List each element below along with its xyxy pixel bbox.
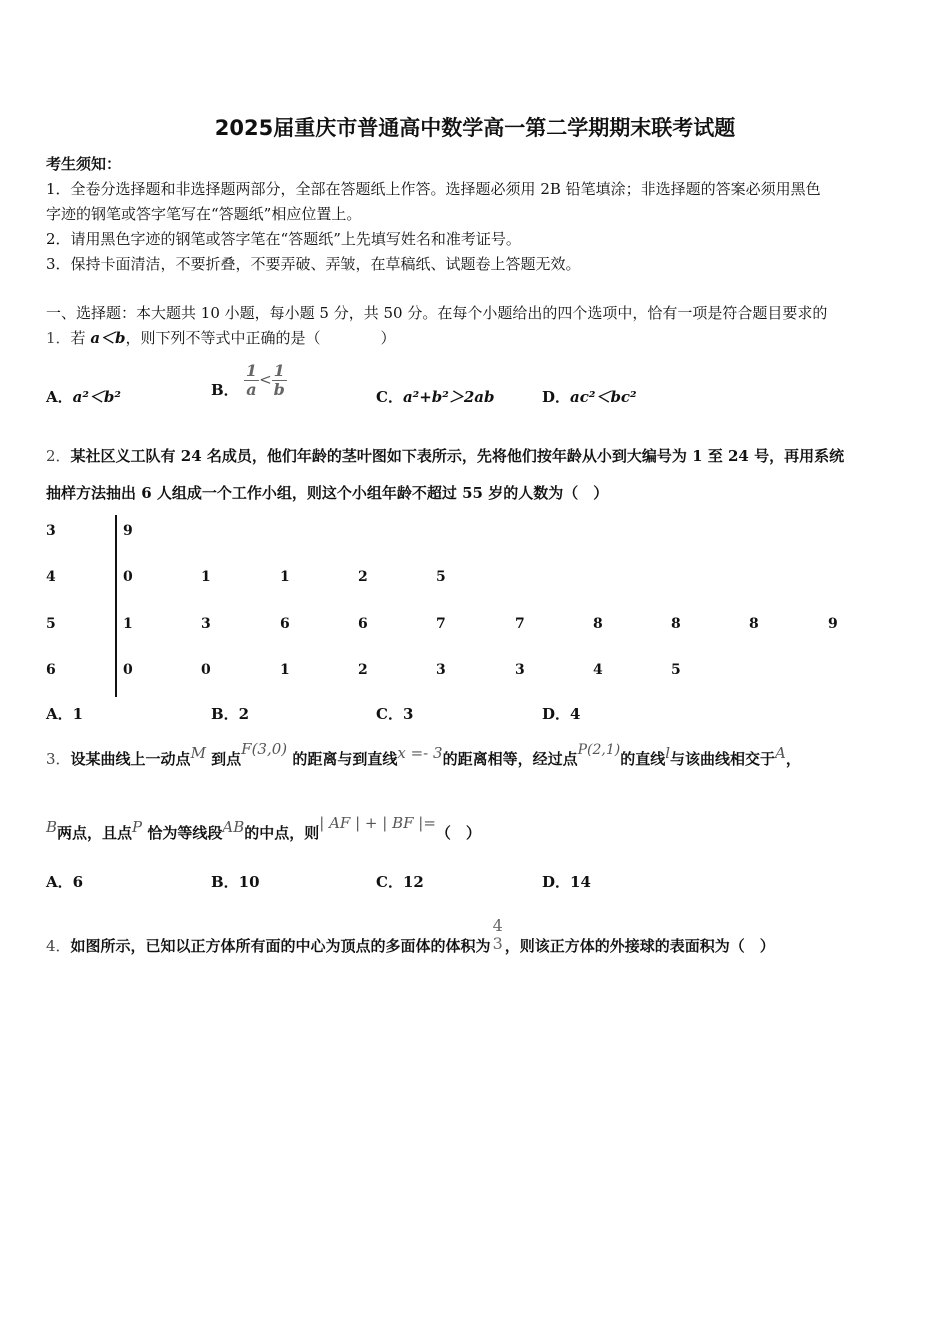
q3-text: ， xyxy=(785,750,801,768)
stem-value: 5 xyxy=(46,616,56,632)
leaf-value: 1 xyxy=(280,569,290,585)
question-2-line-2: 抽样方法抽出 6 人组成一个工作小组，则这个小组年龄不超过 55 岁的人数为（ ） xyxy=(46,484,609,502)
leaf-value: 8 xyxy=(593,616,603,632)
math-a: A xyxy=(775,744,786,762)
leaf-value: 3 xyxy=(201,616,211,632)
q3-option-b[interactable]: B．10 xyxy=(211,873,260,891)
question-number: 4． xyxy=(46,937,71,955)
q3-text: 的直线 xyxy=(620,750,666,768)
q3-text: （ ） xyxy=(435,824,481,842)
question-4 xyxy=(46,904,775,955)
q3-text: 的距离相等，经过点 xyxy=(442,750,578,768)
leaf-value: 0 xyxy=(123,662,133,678)
question-number: 1． xyxy=(46,329,71,347)
q2-option-d[interactable]: D．4 xyxy=(542,705,581,723)
leaf-value: 1 xyxy=(201,569,211,585)
q2-option-c[interactable]: C．3 xyxy=(376,705,414,723)
stem-leaf-divider xyxy=(115,515,117,697)
q3-text: 到点 xyxy=(211,750,242,768)
leaf-value: 5 xyxy=(671,662,681,678)
q2-text-1: 某社区义工队有 24 名成员，他们年龄的茎叶图如下表所示，先将他们按年龄从小到大编号为 1 至 24 号，再用系统 xyxy=(70,447,845,465)
leaf-value: 7 xyxy=(515,616,525,632)
math-line-l: l xyxy=(665,744,671,762)
q1-pre: 若 xyxy=(70,329,91,347)
stem-value: 4 xyxy=(46,569,56,585)
q4-text: ，则该正方体的外接球的表面积为（ ） xyxy=(504,937,775,955)
question-number: 2． xyxy=(46,447,71,465)
notice-line-2: 2．请用黑色字迹的钢笔或答字笔在“答题纸”上先填写姓名和准考证号。 xyxy=(46,230,521,248)
leaf-value: 7 xyxy=(436,616,446,632)
leaf-value: 2 xyxy=(358,569,368,585)
notice-heading: 考生须知： xyxy=(46,155,122,173)
q1-option-d[interactable] xyxy=(542,386,637,407)
question-number: 3． xyxy=(46,750,71,768)
q2-option-b[interactable]: B．2 xyxy=(211,705,250,723)
notice-line-3: 3．保持卡面清洁，不要折叠，不要弄破、弄皱，在草稿纸、试题卷上答题无效。 xyxy=(46,255,581,273)
q3-option-c[interactable]: C．12 xyxy=(376,873,424,891)
q3-text: 设某曲线上一动点 xyxy=(70,750,191,768)
option-label: C． xyxy=(376,388,403,406)
notice-line-1b: 字迹的钢笔或答字笔写在“答题纸”相应位置上。 xyxy=(46,205,362,223)
q1-option-b[interactable] xyxy=(211,362,287,399)
leaf-value: 4 xyxy=(593,662,603,678)
leaf-value: 3 xyxy=(515,662,525,678)
stem-value: 3 xyxy=(46,523,56,539)
leaf-value: 9 xyxy=(828,616,838,632)
math-m: M xyxy=(190,744,206,762)
page-title: 2025届重庆市普通高中数学高一第二学期期末联考试题 xyxy=(214,116,736,140)
question-3-line-1 xyxy=(46,740,801,769)
q2-option-a[interactable]: A．1 xyxy=(46,705,84,723)
q1-option-a[interactable] xyxy=(46,386,121,407)
option-text: a²＜b² xyxy=(72,388,121,406)
leaf-value: 1 xyxy=(123,616,133,632)
stem-value: 6 xyxy=(46,662,56,678)
fraction-4-over-3: 4 3 xyxy=(492,916,503,953)
math-b: B xyxy=(46,818,58,836)
notice-line-1a: 1．全卷分选择题和非选择题两部分，全部在答题纸上作答。选择题必须用 2B 铅笔填涂；非选择题的答案必须用黑色 xyxy=(46,180,821,198)
fraction-1-over-a: $\frac{1}{a}$ xyxy=(245,361,258,399)
option-label: D． xyxy=(542,388,571,406)
question-1 xyxy=(46,327,396,348)
option-label: B． xyxy=(211,380,239,399)
option-text: ac²＜bc² xyxy=(570,388,637,406)
q1-condition: a＜b xyxy=(90,329,126,347)
question-2-line-1 xyxy=(46,445,844,466)
leaf-value: 0 xyxy=(123,569,133,585)
math-ab: AB xyxy=(222,818,245,836)
question-3-line-2 xyxy=(46,814,481,843)
leaf-value: 6 xyxy=(280,616,290,632)
option-label: A． xyxy=(46,388,73,406)
leaf-value: 6 xyxy=(358,616,368,632)
option-text: a²+b²＞2ab xyxy=(402,388,495,406)
q3-text: 的距离与到直线 xyxy=(292,750,398,768)
fraction-1-over-b: $\frac{1}{b}$ xyxy=(273,361,285,399)
q3-option-d[interactable]: D．14 xyxy=(542,873,591,891)
q3-option-a[interactable]: A．6 xyxy=(46,873,84,891)
leaf-value: 5 xyxy=(436,569,446,585)
q3-text: 的中点，则 xyxy=(244,824,320,842)
leaf-value: 2 xyxy=(358,662,368,678)
math-p: P xyxy=(132,818,143,836)
leaf-value: 0 xyxy=(201,662,211,678)
math-point-p: P(2,1) xyxy=(577,742,621,758)
leaf-value: 1 xyxy=(280,662,290,678)
section-heading: 一、选择题：本大题共 10 小题，每小题 5 分，共 50 分。在每个小题给出的四个选项中，恰有一项是符合题目要求的 xyxy=(46,304,828,322)
less-than: < xyxy=(259,370,272,389)
q1-option-c[interactable] xyxy=(376,386,495,407)
leaf-value: 8 xyxy=(671,616,681,632)
q3-text: 恰为等线段 xyxy=(147,824,223,842)
leaf-value: 3 xyxy=(436,662,446,678)
q3-text: 与该曲线相交于 xyxy=(670,750,776,768)
q3-text: 两点，且点 xyxy=(57,824,133,842)
math-line-x: x =- 3 xyxy=(397,744,443,762)
leaf-value: 9 xyxy=(123,523,133,539)
q4-text: 如图所示，已知以正方体所有面的中心为顶点的多面体的体积为 xyxy=(70,937,491,955)
leaf-value: 8 xyxy=(749,616,759,632)
q1-post: ，则下列不等式中正确的是（ ） xyxy=(125,329,396,347)
math-expression: | AF | + | BF |= xyxy=(319,814,436,832)
math-point-f: F(3,0) xyxy=(241,740,288,758)
